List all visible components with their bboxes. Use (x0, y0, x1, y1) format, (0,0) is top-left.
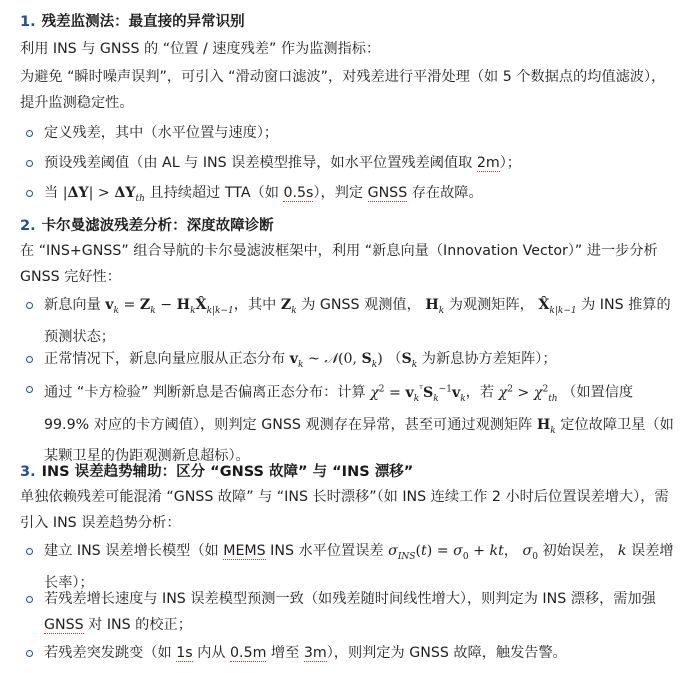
section-3-bullet-1: 建立 INS 误差增长模型（如 MEMS INS 水平位置误差 $\sigma_{INS}(t) = \sigma_0$ + kt， $\sigma_0$ 初始误差， k 误差增长率）； (44, 538, 679, 596)
math-formula: $\sigma_{INS}(t) = \sigma_0$ + kt (388, 543, 504, 562)
section-1-bullet-2: 预设残差阈值（由 AL 与 INS 误差模型推导，如水平位置残差阈值取 2m）； (44, 150, 679, 176)
section-title: 残差监测法：最直接的异常识别 (41, 14, 245, 30)
section-title: 卡尔曼滤波残差分析：深度故障诊断 (41, 218, 274, 234)
section-1-intro: 利用 INS 与 GNSS 的 “位置 / 速度残差” 作为监测指标： (20, 41, 381, 57)
section-1-bullet-3: 当 $|\Delta Y| > \Delta Y_{th}$ 且持续超过 TTA（如 0.5s），判定 GNSS 存在故障。 (44, 180, 679, 212)
section-2-bullet-2: 正常情况下，新息向量应服从正态分布 $v_k$ ~ 𝒩(0, $S_k$) （$S_k$ 为新息协方差矩阵）； (44, 346, 679, 378)
section-2-heading (20, 214, 274, 235)
section-1-heading (20, 10, 245, 31)
math-formula: $v_k = Z_k$ − $H_kX̂_{k|k-1}$ (105, 297, 234, 316)
section-2-bullet-1: 新息向量 $v_k = Z_k$ − $H_kX̂_{k|k-1}$，其中 $Z_k$ 为 GNSS 观测值， $H_k$ 为观测矩阵， $X̂_{k|k-1}$ 为 INS 推算的预测状态； (44, 292, 679, 350)
section-number: 1. (20, 14, 36, 30)
section-number: 2. (20, 218, 36, 234)
section-number: 3. (20, 464, 36, 480)
section-3-intro: 单独依赖残差可能混淆 “GNSS 故障” 与 “INS 长时漂移”（如 INS 连续工作 2 小时后位置误差增大），需引入 INS 误差趋势分析： (20, 489, 669, 531)
math-formula: $v_k$ ~ 𝒩(0, $S_k$) (289, 351, 383, 370)
section-1-bullet-1: 定义残差，其中（水平位置与速度）； (44, 120, 679, 146)
math-formula: $\chi^2 = v_k^ᵀS_k^{-1}v_k$ (370, 384, 466, 404)
section-3-bullet-3: 若残差突发跳变（如 1s 内从 0.5m 增至 3m），则判定为 GNSS 故障，触发告警。 (44, 640, 679, 666)
section-3-heading (20, 460, 413, 481)
section-title: INS 误差趋势辅助：区分 “GNSS 故障” 与 “INS 漂移” (41, 464, 414, 480)
math-formula: $|\Delta Y| > \Delta Y_{th}$ (62, 185, 145, 204)
section-2-bullet-3: 通过 “卡方检验” 判断新息是否偏离正态分布：计算 $\chi^2 = v_k^ᵀS_k^{-1}v_k$，若 $\chi^2 > \chi^2_{th}$ （如置信度 99.9% 对应的卡方阈值），则判定 GNSS 观测存在异常，甚至可通过观测矩阵 $H_k$ 定位故障卫星（如某颗卫星的伪距观测新息超标）。 (44, 376, 679, 469)
section-2-intro: 在 “INS+GNSS” 组合导航的卡尔曼滤波框架中，利用 “新息向量（Innovation Vector）” 进一步分析 GNSS 完好性： (20, 243, 658, 285)
section-1-para2: 为避免 “瞬时噪声误判”，可引入 “滑动窗口滤波”，对残差进行平滑处理（如 5 个数据点的均值滤波），提升监测稳定性。 (20, 69, 666, 111)
section-3-bullet-2: 若残差增长速度与 INS 误差模型预测一致（如残差随时间线性增大），则判定为 INS 漂移，需加强 GNSS 对 INS 的校正； (44, 586, 679, 638)
